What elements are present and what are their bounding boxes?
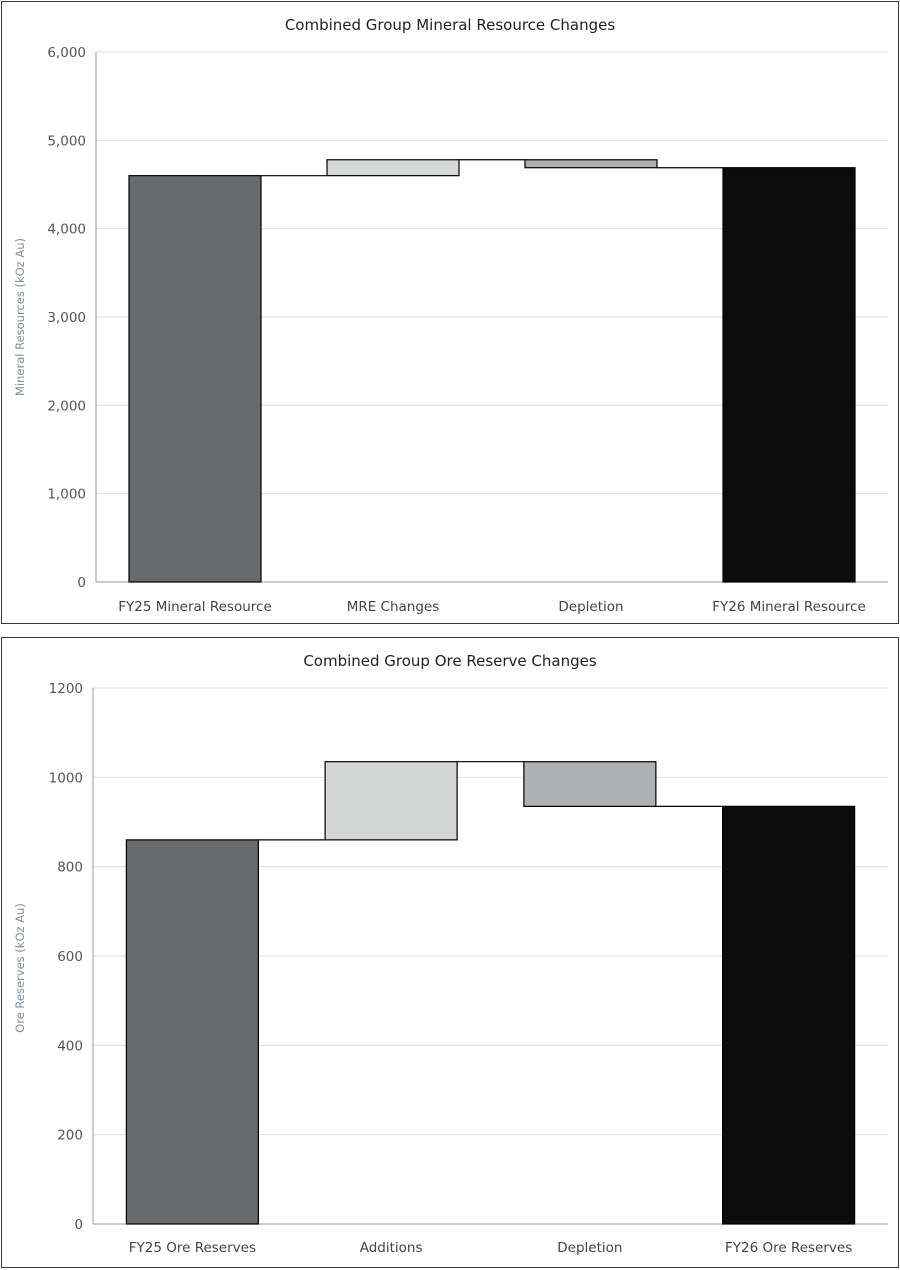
x-category-label: Additions	[359, 1240, 423, 1256]
mineral-resource-chart-panel	[1, 1, 899, 624]
y-tick-label: 200	[57, 1127, 83, 1144]
y-tick-label: 5,000	[47, 133, 86, 150]
x-category-label: FY25 Mineral Resource	[118, 599, 272, 615]
chart-title: Combined Group Ore Reserve Changes	[303, 652, 597, 670]
bar-fy26-ore-reserves	[723, 806, 855, 1224]
x-category-label: MRE Changes	[346, 599, 440, 615]
y-tick-label: 6,000	[47, 45, 86, 61]
x-category-label: FY26 Mineral Resource	[712, 599, 866, 615]
bar-depletion	[525, 160, 657, 168]
y-tick-label: 0	[74, 1217, 83, 1233]
bar-fy25-mineral-resource	[129, 176, 261, 582]
chart-title: Combined Group Mineral Resource Changes	[284, 16, 616, 34]
y-tick-label: 0	[77, 575, 86, 591]
y-axis-title: Mineral Resources (kOz Au)	[13, 237, 27, 397]
ore-reserve-chart	[2, 638, 898, 1267]
x-category-label: FY26 Ore Reserves	[724, 1240, 853, 1256]
y-tick-label: 1000	[48, 770, 83, 787]
bar-fy25-ore-reserves	[126, 840, 258, 1224]
bar-additions	[325, 762, 457, 840]
bar-depletion	[524, 762, 656, 807]
x-category-label: Depletion	[557, 1240, 623, 1256]
ore-reserve-chart-panel	[1, 637, 899, 1268]
y-tick-label: 1,000	[47, 486, 86, 503]
y-tick-label: 1200	[48, 681, 83, 697]
x-category-label: Depletion	[558, 599, 624, 615]
y-tick-label: 4,000	[47, 221, 86, 238]
y-tick-label: 3,000	[47, 310, 86, 326]
y-tick-label: 800	[57, 859, 83, 876]
y-tick-label: 600	[57, 949, 83, 965]
y-axis-title: Ore Reserves (kOz Au)	[13, 903, 27, 1033]
x-category-label: FY25 Ore Reserves	[128, 1240, 257, 1256]
bar-mre-changes	[327, 160, 459, 176]
y-tick-label: 2,000	[47, 398, 86, 415]
y-tick-label: 400	[57, 1038, 83, 1055]
bar-fy26-mineral-resource	[723, 168, 855, 582]
mineral-resource-chart	[2, 2, 898, 623]
